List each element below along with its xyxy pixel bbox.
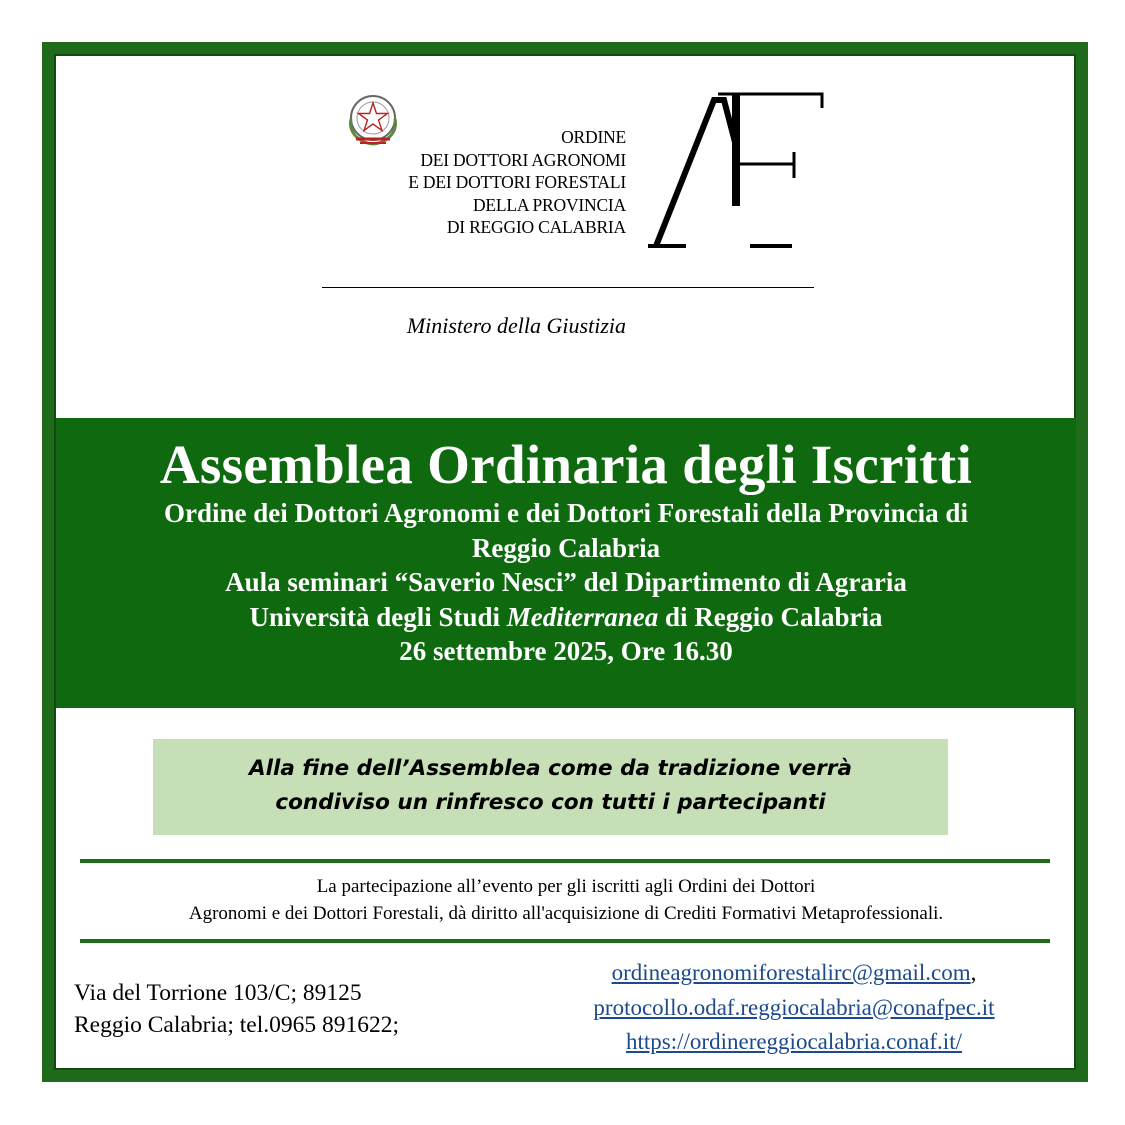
org-name-line: DI REGGIO CALABRIA <box>446 217 626 237</box>
poster-frame <box>42 42 1088 1082</box>
email-separator: , <box>970 960 977 985</box>
pec-email-link[interactable]: protocollo.odaf.reggiocalabria@conafpec.it <box>593 994 995 1020</box>
org-name <box>356 126 626 239</box>
ministry-label: Ministero della Giustizia <box>406 313 626 338</box>
address-line: Reggio Calabria; tel.0965 891622; <box>74 1012 400 1038</box>
address-line: Via del Torrione 103/C; 89125 <box>74 980 362 1006</box>
credits-line: La partecipazione all’evento per gli iscritti agli Ordini dei Dottori <box>316 876 816 897</box>
event-university <box>56 600 1076 635</box>
postal-address <box>74 977 399 1041</box>
org-name-line: DEI DOTTORI AGRONOMI <box>420 149 626 170</box>
university-suffix: di Reggio Calabria <box>658 601 883 632</box>
email-link[interactable]: ordineagronomiforestalirc@gmail.com <box>611 960 971 985</box>
org-name-line: E DEI DOTTORI FORESTALI <box>408 172 626 192</box>
university-prefix: Università degli Studi <box>249 601 507 632</box>
university-name-italic: Mediterranea <box>506 601 659 632</box>
poster-inner <box>54 54 1076 1070</box>
org-name-line: DELLA PROVINCIA <box>472 194 626 215</box>
event-organizer-city: Reggio Calabria <box>471 532 661 563</box>
website-link[interactable]: https://ordinereggiocalabria.conaf.it/ <box>626 1029 962 1054</box>
event-organizer: Ordine dei Dottori Agronomi e dei Dottori Forestali della Provincia di <box>164 498 968 528</box>
refreshment-note <box>153 739 948 835</box>
credits-notice <box>56 873 1076 927</box>
org-name-line: ORDINE <box>561 127 626 147</box>
af-monogram-logo-icon <box>646 86 826 256</box>
event-venue: Aula seminari “Saverio Nesci” del Dipartimento di Agraria <box>225 567 907 597</box>
note-line: Alla fine dell’Assemblea come da tradizione verrà <box>249 756 852 781</box>
contact-links <box>544 956 1044 1060</box>
divider-top <box>80 859 1050 863</box>
event-title: Assemblea Ordinaria degli Iscritti <box>159 434 973 495</box>
event-banner <box>56 418 1076 708</box>
credits-line: Agronomi e dei Dottori Forestali, dà diritto all'acquisizione di Crediti Formativi Metaprofessionali. <box>188 903 944 924</box>
note-line: condiviso un rinfresco con tutti i partecipanti <box>275 790 826 815</box>
divider-bottom <box>80 939 1050 943</box>
logo-divider <box>322 287 814 288</box>
event-date-time: 26 settembre 2025, Ore 16.30 <box>399 636 733 666</box>
